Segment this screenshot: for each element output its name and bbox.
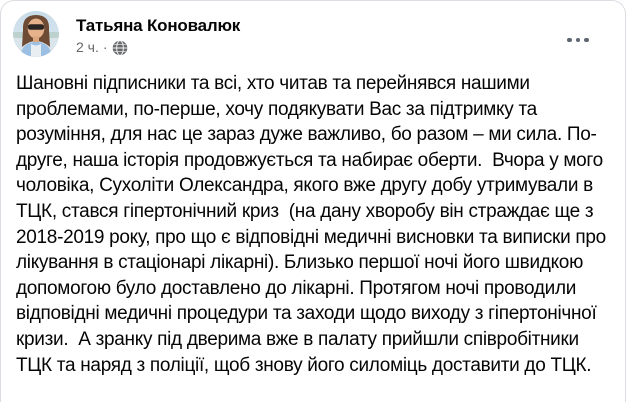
avatar[interactable] — [13, 11, 59, 57]
post-menu-button[interactable] — [561, 28, 595, 52]
ellipsis-icon — [567, 38, 572, 43]
header-meta — [76, 15, 240, 56]
meta-separator: · — [102, 39, 108, 55]
ellipsis-icon — [584, 38, 589, 43]
post-meta — [76, 39, 240, 56]
timestamp[interactable]: 2 ч. — [76, 39, 99, 55]
author-name[interactable]: Татьяна Коновалюк — [76, 16, 241, 35]
avatar-image — [13, 11, 59, 57]
globe-icon — [112, 40, 128, 56]
post-body-text: Шановні підписники та всі, хто читав та перейнявся нашими проблемами, по-перше, хочу подякувати Вас за підтримку та розуміння, для нас це зараз дуже важливо, бо разом – ми сила. По-друге, наша історія продовжується та набирає оберти. Вчора у мого чоловіка, Сухоліти Олександра, якого вже другу добу утримували в ТЦК, стався гіпертонічний криз (на дану хворобу він страждає ще з 2018-2019 року, про що є відповідні медичні висновки та виписки про лікування в стаціонарі лікарні). Близько першої ночі його швидкою допомогою було доставлено до лікарні. Протягом ночі проводили відповідні медичні процедури та заходи щодо виходу з гіпертонічної кризи. А зранку під дверима вже в палату прийшли співробітники ТЦК та наряд з поліції, щоб знову його силоміць доставити до ТЦК. — [16, 73, 611, 376]
post-header — [1, 1, 625, 59]
ellipsis-icon — [576, 38, 581, 43]
